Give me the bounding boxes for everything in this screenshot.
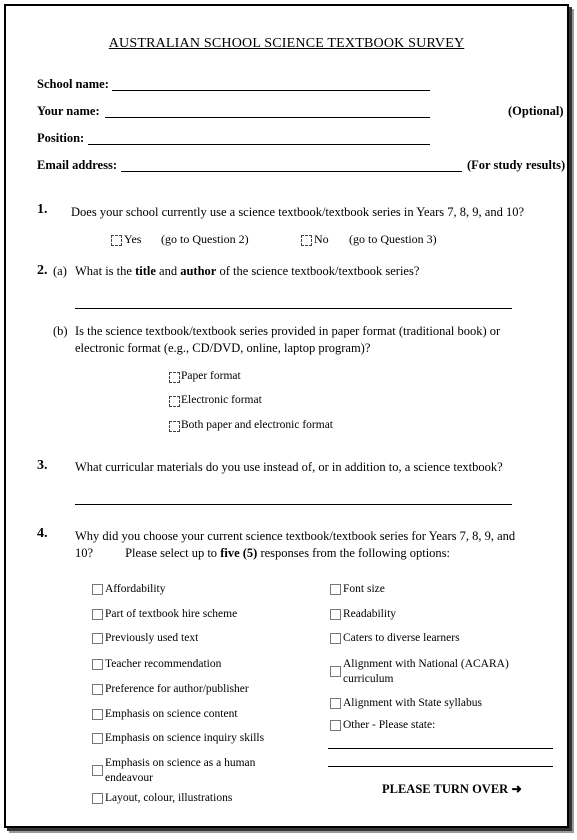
q4-option-label: Other - Please state: (343, 719, 436, 731)
q1-text: Does your school currently use a science textbook/textbook series in Years 7, 8, 9, and 10? (71, 205, 525, 219)
email-note: (For study results) (467, 158, 566, 172)
q4-option-label-cont: curriculum (343, 673, 394, 685)
q4-option-label: Layout, colour, illustrations (105, 792, 233, 804)
position-field[interactable] (88, 144, 430, 145)
optional-note: (Optional) (508, 104, 564, 118)
q2b-option-label: Paper format (181, 370, 241, 382)
q4-other-line-1[interactable] (328, 748, 553, 749)
email-label: Email address: (37, 158, 117, 172)
q4-option-label: Emphasis on science content (105, 708, 238, 720)
q4-author-pref-checkbox[interactable] (92, 684, 103, 695)
arrow-right-icon: ➜ (511, 782, 522, 796)
q4-option-label: Affordability (105, 583, 166, 595)
q4-option-label: Alignment with National (ACARA) (343, 658, 509, 670)
survey-page (4, 4, 569, 828)
q2a-text: What is the title and author of the science textbook/textbook series? (75, 264, 420, 278)
q4-human-endeavour-checkbox[interactable] (92, 765, 103, 776)
q2b-option-label: Both paper and electronic format (181, 419, 333, 431)
q4-affordability-checkbox[interactable] (92, 584, 103, 595)
q4-text-line2: 10? Please select up to five (5) responses from the following options: (75, 546, 451, 560)
q4-option-label: Readability (343, 608, 397, 620)
q3-answer-line[interactable] (75, 504, 512, 505)
q4-inquiry-skills-checkbox[interactable] (92, 733, 103, 744)
q4-option-label: Teacher recommendation (105, 658, 222, 670)
q4-option-label: Emphasis on science inquiry skills (105, 732, 265, 744)
q2b-both-checkbox[interactable] (169, 421, 180, 432)
q3-text: What curricular materials do you use instead of, or in addition to, a science textbook? (75, 460, 503, 474)
q4-other-checkbox[interactable] (330, 720, 341, 731)
page-title: AUSTRALIAN SCHOOL SCIENCE TEXTBOOK SURVEY (108, 36, 465, 51)
position-label: Position: (37, 131, 85, 145)
q1-yes-checkbox[interactable] (111, 235, 122, 246)
q4-font-size-checkbox[interactable] (330, 584, 341, 595)
q4-acara-checkbox[interactable] (330, 666, 341, 677)
q2b-option-label: Electronic format (181, 394, 262, 406)
school-name-label: School name: (37, 77, 109, 91)
email-field[interactable] (121, 171, 462, 172)
q4-option-label: Preference for author/publisher (105, 683, 249, 695)
q4-option-label: Previously used text (105, 632, 199, 644)
q4-state-syllabus-checkbox[interactable] (330, 698, 341, 709)
q4-option-label: Caters to diverse learners (343, 632, 460, 644)
q2b-electronic-checkbox[interactable] (169, 396, 180, 407)
q2b-text-line1: Is the science textbook/textbook series provided in paper format (traditional book) or (75, 324, 501, 338)
q2a-answer-line[interactable] (75, 308, 512, 309)
q1-number: 1. (37, 202, 48, 217)
q4-option-label-cont: endeavour (105, 772, 153, 784)
q4-layout-checkbox[interactable] (92, 793, 103, 804)
q4-readability-checkbox[interactable] (330, 609, 341, 620)
q4-previously-used-checkbox[interactable] (92, 633, 103, 644)
q4-option-label: Font size (343, 583, 385, 595)
school-name-field[interactable] (112, 90, 430, 91)
turn-over-text: PLEASE TURN OVER ➜ (382, 782, 522, 796)
q4-option-label: Part of textbook hire scheme (105, 608, 238, 620)
q2b-paper-checkbox[interactable] (169, 372, 180, 383)
q4-diverse-learners-checkbox[interactable] (330, 633, 341, 644)
your-name-field[interactable] (105, 117, 430, 118)
q4-other-line-2[interactable] (328, 766, 553, 767)
q2-number: 2. (37, 263, 48, 278)
q4-teacher-rec-checkbox[interactable] (92, 659, 103, 670)
q3-number: 3. (37, 458, 48, 473)
q4-option-label: Alignment with State syllabus (343, 697, 482, 709)
q1-no-label: No (314, 232, 329, 246)
q4-science-content-checkbox[interactable] (92, 709, 103, 720)
q4-hire-scheme-checkbox[interactable] (92, 609, 103, 620)
q1-yes-label: Yes (124, 232, 142, 246)
q2b-text-line2: electronic format (e.g., CD/DVD, online, laptop program)? (75, 341, 371, 355)
q4-number: 4. (37, 526, 48, 541)
q2b-label: (b) (53, 324, 68, 338)
q4-option-label: Emphasis on science as a human (105, 757, 256, 769)
q2a-label: (a) (53, 264, 67, 278)
q1-yes-note: (go to Question 2) (161, 232, 249, 246)
q1-no-checkbox[interactable] (301, 235, 312, 246)
q4-text-line1: Why did you choose your current science textbook/textbook series for Years 7, 8, 9, and (75, 529, 516, 543)
q1-no-note: (go to Question 3) (349, 232, 437, 246)
your-name-label: Your name: (37, 104, 100, 118)
